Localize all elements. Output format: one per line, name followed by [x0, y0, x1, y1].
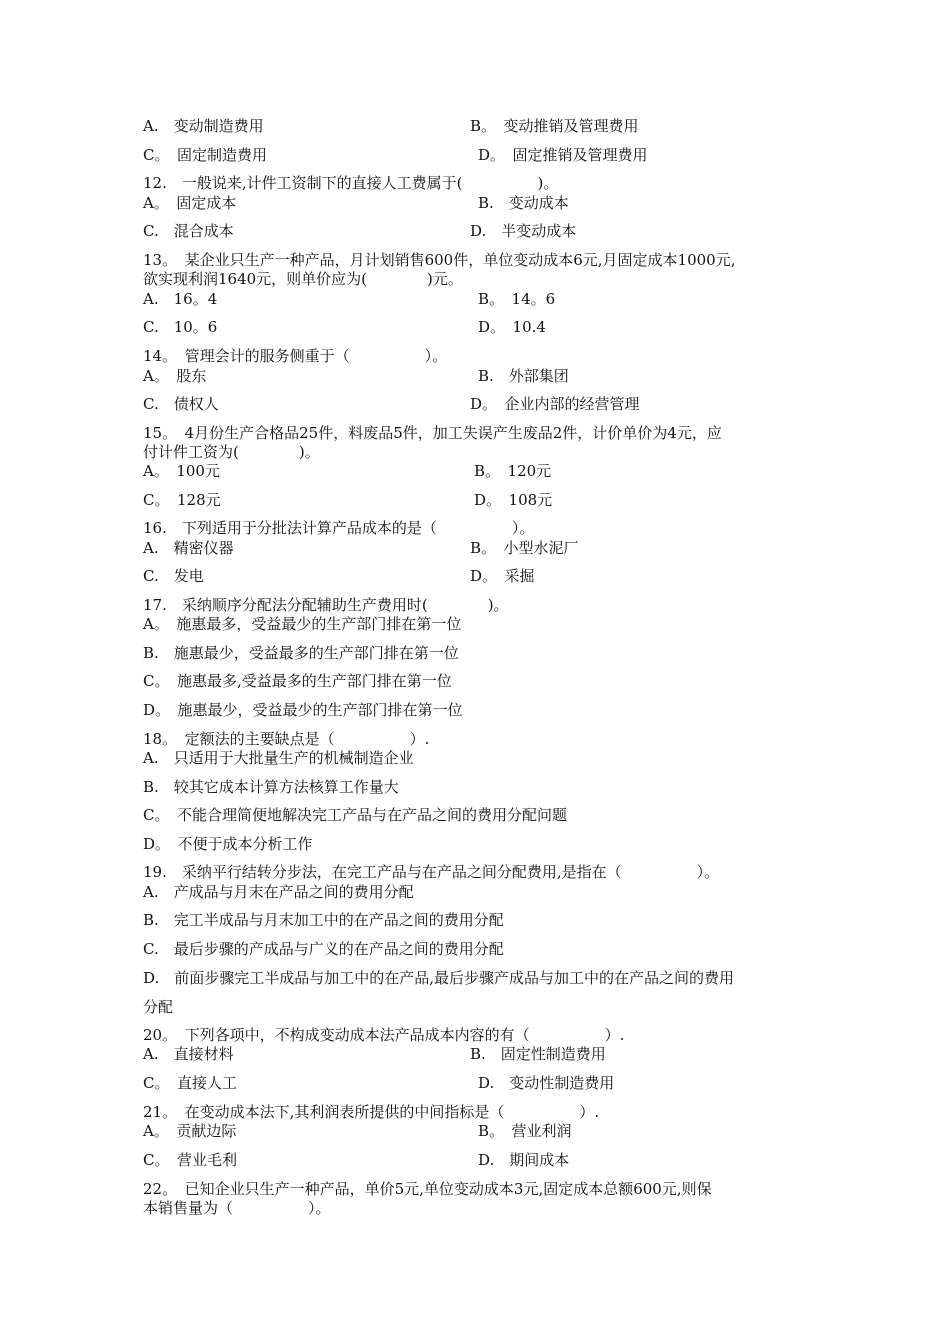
q20-option-c: C。 直接人工 [143, 1074, 237, 1092]
q21-option-a: A。 贡献边际 [143, 1122, 237, 1140]
q19-stem: 19. 采纳平行结转分步法，在完工产品与在产品之间分配费用,是指在（ ）。 [143, 863, 720, 881]
q12-option-b: B. 变动成本 [478, 194, 569, 212]
q12-option-c: C. 混合成本 [143, 222, 234, 240]
q13-stem-line1: 13。 某企业只生产一种产品，月计划销售600件，单位变动成本6元,月固定成本1000元, [143, 251, 736, 269]
q19-option-b: B. 完工半成品与月末加工中的在产品之间的费用分配 [143, 911, 504, 929]
q21-stem: 21。 在变动成本法下,其利润表所提供的中间指标是（ ）. [143, 1103, 600, 1121]
q17-option-b: B. 施惠最少，受益最多的生产部门排在第一位 [143, 644, 459, 662]
q11-option-d: D。 固定推销及管理费用 [478, 146, 648, 164]
q20-option-b: B. 固定性制造费用 [470, 1045, 606, 1063]
q19-option-d-line1: D. 前面步骤完工半成品与加工中的在产品,最后步骤产成品与加工中的在产品之间的费用 [143, 969, 735, 987]
q19-option-c: C. 最后步骤的产成品与广义的在产品之间的费用分配 [143, 940, 504, 958]
q15-option-a: A。 100元 [143, 462, 220, 480]
q13-option-c: C. 10。6 [143, 318, 218, 336]
q22-stem-line1: 22。 已知企业只生产一种产品，单价5元,单位变动成本3元,固定成本总额600元,则保 [143, 1180, 712, 1198]
q21-option-b: B。 营业利润 [478, 1122, 572, 1140]
q16-option-d: D。 采掘 [470, 567, 535, 585]
q11-option-c: C。 固定制造费用 [143, 146, 267, 164]
q11-option-a: A. 变动制造费用 [143, 117, 264, 135]
q20-stem: 20。 下列各项中，不构成变动成本法产品成本内容的有（ ）. [143, 1026, 625, 1044]
q14-option-c: C. 债权人 [143, 395, 219, 413]
q17-option-a: A。 施惠最多，受益最少的生产部门排在第一位 [143, 615, 462, 633]
q15-stem-line1: 15。 4月份生产合格品25件，料废品5件，加工失误产生废品2件，计价单价为4元，应 [143, 424, 722, 442]
q18-option-a: A. 只适用于大批量生产的机械制造企业 [143, 749, 414, 767]
q14-option-b: B. 外部集团 [478, 367, 569, 385]
q13-option-d: D。 10.4 [478, 318, 546, 336]
q17-stem: 17. 采纳顺序分配法分配辅助生产费用时( )。 [143, 596, 509, 614]
q16-option-b: B。 小型水泥厂 [470, 539, 579, 557]
q15-option-c: C。 128元 [143, 491, 221, 509]
q13-option-a: A. 16。4 [143, 290, 218, 308]
q16-option-a: A. 精密仪器 [143, 539, 234, 557]
q11-option-b: B。 变动推销及管理费用 [470, 117, 639, 135]
q17-option-d: D。 施惠最少，受益最少的生产部门排在第一位 [143, 701, 463, 719]
q19-option-a: A. 产成品与月末在产品之间的费用分配 [143, 883, 414, 901]
q21-option-c: C。 营业毛利 [143, 1151, 237, 1169]
q22-stem-line2: 本销售量为（ ）。 [143, 1199, 331, 1217]
q12-stem: 12. 一般说来,计件工资制下的直接人工费属于( )。 [143, 174, 559, 192]
q18-option-c: C。 不能合理简便地解决完工产品与在产品之间的费用分配问题 [143, 806, 567, 824]
q14-option-d: D。 企业内部的经营管理 [470, 395, 640, 413]
q15-option-b: B。 120元 [474, 462, 552, 480]
q14-option-a: A。 股东 [143, 367, 207, 385]
q19-option-d-line2: 分配 [143, 998, 174, 1016]
q20-option-a: A. 直接材料 [143, 1045, 234, 1063]
q17-option-c: C。 施惠最多,受益最多的生产部门排在第一位 [143, 672, 452, 690]
q16-option-c: C. 发电 [143, 567, 204, 585]
q14-stem: 14。 管理会计的服务侧重于（ ）。 [143, 347, 448, 365]
q18-option-d: D。 不便于成本分析工作 [143, 835, 313, 853]
q15-stem-line2: 付计件工资为( )。 [143, 443, 320, 461]
q16-stem: 16. 下列适用于分批法计算产品成本的是（ ）。 [143, 519, 535, 537]
q13-option-b: B。 14。6 [478, 290, 556, 308]
q20-option-d: D. 变动性制造费用 [478, 1074, 615, 1092]
q12-option-a: A。 固定成本 [143, 194, 237, 212]
q13-stem-line2: 欲实现利润1640元，则单价应为( )元。 [143, 270, 463, 288]
q18-stem: 18。 定额法的主要缺点是（ ）. [143, 730, 430, 748]
q18-option-b: B. 较其它成本计算方法核算工作量大 [143, 778, 399, 796]
q12-option-d: D. 半变动成本 [470, 222, 577, 240]
q21-option-d: D. 期间成本 [478, 1151, 570, 1169]
q15-option-d: D。 108元 [474, 491, 553, 509]
